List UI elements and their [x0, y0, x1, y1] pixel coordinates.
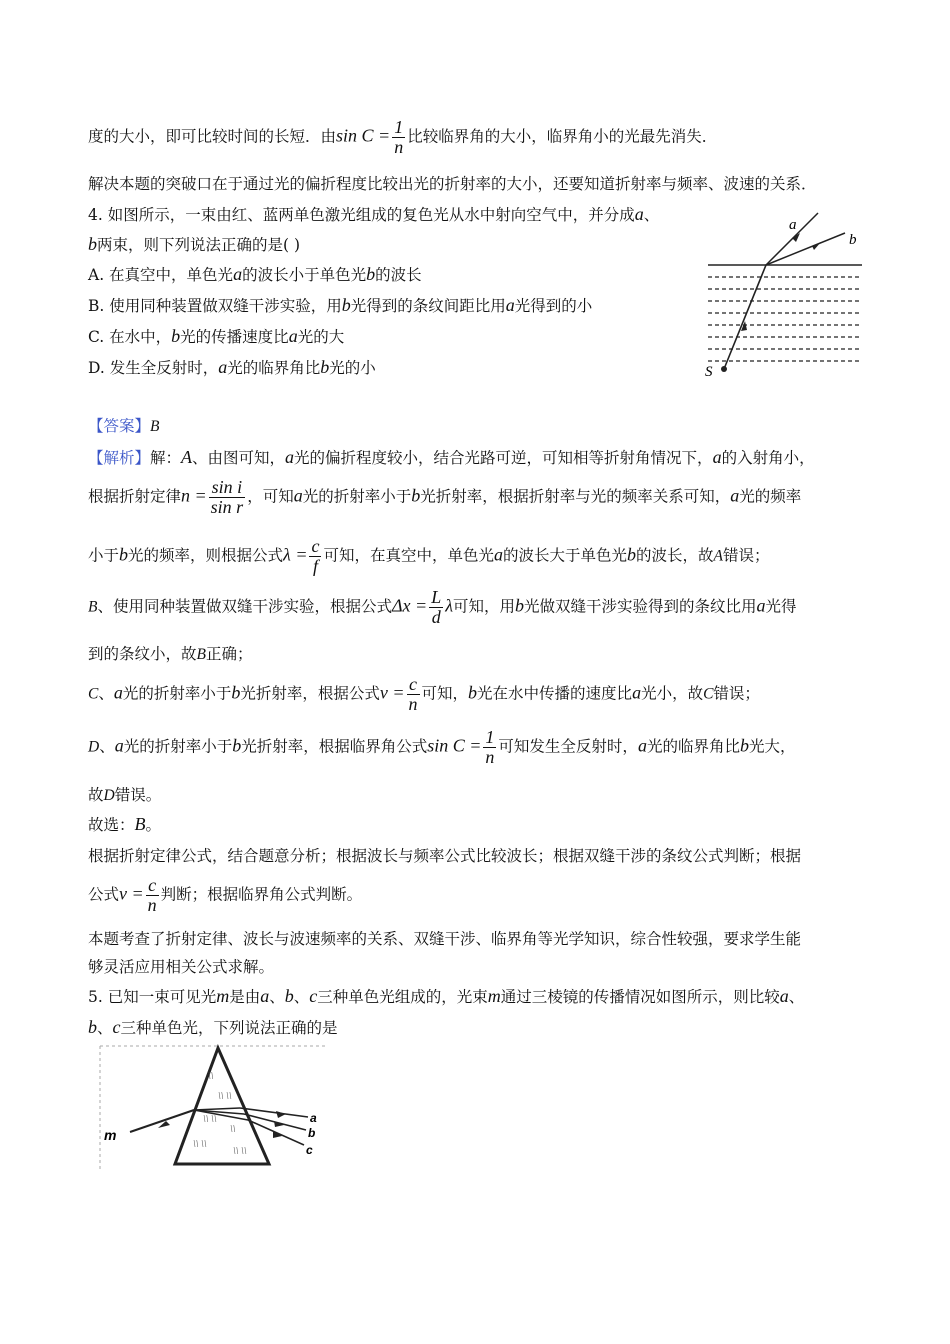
q4-option-a: A. 在真空中，单色光a的波长小于单色光b的波长	[88, 264, 422, 284]
analysis-line: 到的条纹小，故B正确；	[88, 645, 253, 663]
analysis-line: C、a光的折射率小于b光折射率，根据公式v = $\frac{c}{n}$ 可知，b光在水中传播的速度比a光小，故C错误；	[88, 674, 760, 714]
q4-stem: 4. 如图所示，一束由红、蓝两单色激光组成的复色光从水中射向空气中，并分成a、	[88, 204, 660, 224]
prism	[175, 1048, 269, 1164]
q5-stem: 5. 已知一束可见光m是由a、b、c三种单色光组成的，光束m通过三棱镜的传播情况如图所示，则比较a、	[88, 986, 805, 1006]
text-line: 度的大小，即可比较时间的长短．由sin C = $\frac{1}{n}$ 比较临界角的大小，临界角小的光最先消失．	[88, 117, 718, 157]
svg-text:m: m	[104, 1127, 117, 1143]
svg-text:a: a	[789, 217, 797, 233]
svg-text:\\ \\: \\ \\	[218, 1091, 232, 1102]
ray-b	[766, 233, 845, 265]
analysis-line: 【解析】解：A、由图可知，a光的偏折程度较小，结合光路可逆，可知相等折射角情况下，a的入射角小，	[88, 447, 815, 467]
svg-text:c: c	[306, 1143, 313, 1157]
analysis-line: 本题考查了折射定律、波长与波速频率的关系、双缝干涉、临界角等光学知识，综合性较强，要求学生能	[88, 930, 802, 948]
text-line: 解决本题的突破口在于通过光的偏折程度比较出光的折射率的大小，还要知道折射率与频率、波速的关系．	[88, 175, 817, 193]
q4-stem-2: b两束，则下列说法正确的是( )	[88, 234, 301, 254]
analysis-line: D、a光的折射率小于b光折射率，根据临界角公式sin C = $\frac{1}{n}$ 可知发生全反射时，a光的临界角比b光大，	[88, 727, 796, 767]
analysis-line: 公式v = $\frac{c}{n}$ 判断；根据临界角公式判断。	[88, 875, 363, 915]
answer-line: 【答案】B	[88, 417, 160, 435]
svg-text:\\ \\: \\ \\	[203, 1114, 217, 1125]
prism-figure	[98, 1044, 328, 1172]
analysis-line: B、使用同种装置做双缝干涉实验，根据公式Δx = $\frac{L}{d}$ λ可知，用b光做双缝干涉实验得到的条纹比用a光得	[88, 587, 797, 627]
incident-ray	[724, 265, 766, 369]
q4-option-b: B. 使用同种装置做双缝干涉实验，用b光得到的条纹间距比用a光得到的小	[88, 295, 593, 315]
q4-option-d: D. 发生全反射时，a光的临界角比b光的小	[88, 357, 376, 377]
svg-text:b: b	[308, 1126, 316, 1140]
analysis-line: 故D错误。	[88, 786, 162, 804]
svg-text:b: b	[849, 232, 857, 248]
svg-text:S: S	[705, 364, 713, 380]
q4-option-c: C. 在水中，b光的传播速度比a光的大	[88, 326, 345, 346]
incident-beam	[130, 1110, 194, 1132]
q5-stem-2: b、c三种单色光，下列说法正确的是	[88, 1017, 338, 1037]
analysis-line: 小于b光的频率，则根据公式λ = $\frac{c}{f}$ 可知，在真空中，单色光a的波长大于单色光b的波长，故A错误；	[88, 536, 770, 576]
svg-text:\\: \\	[208, 1071, 214, 1082]
analysis-line: 故选：B。	[88, 814, 162, 834]
analysis-line: 根据折射定律公式，结合题意分析；根据波长与频率公式比较波长；根据双缝干涉的条纹公式判断；根据	[88, 847, 802, 865]
svg-text:\\ \\: \\ \\	[193, 1139, 207, 1150]
analysis-line: 根据折射定律n = $\frac{\text{sin i}}{\text{sin r}}$ ，可知a光的折射率小于b光折射率，根据折射率与光的频率关系可知，a光的频率	[88, 477, 802, 517]
svg-text:\\: \\	[230, 1124, 236, 1135]
refraction-figure	[700, 205, 870, 380]
svg-text:\\ \\: \\ \\	[233, 1146, 247, 1157]
analysis-line: 够灵活应用相关公式求解。	[88, 958, 275, 976]
svg-text:a: a	[310, 1111, 317, 1125]
